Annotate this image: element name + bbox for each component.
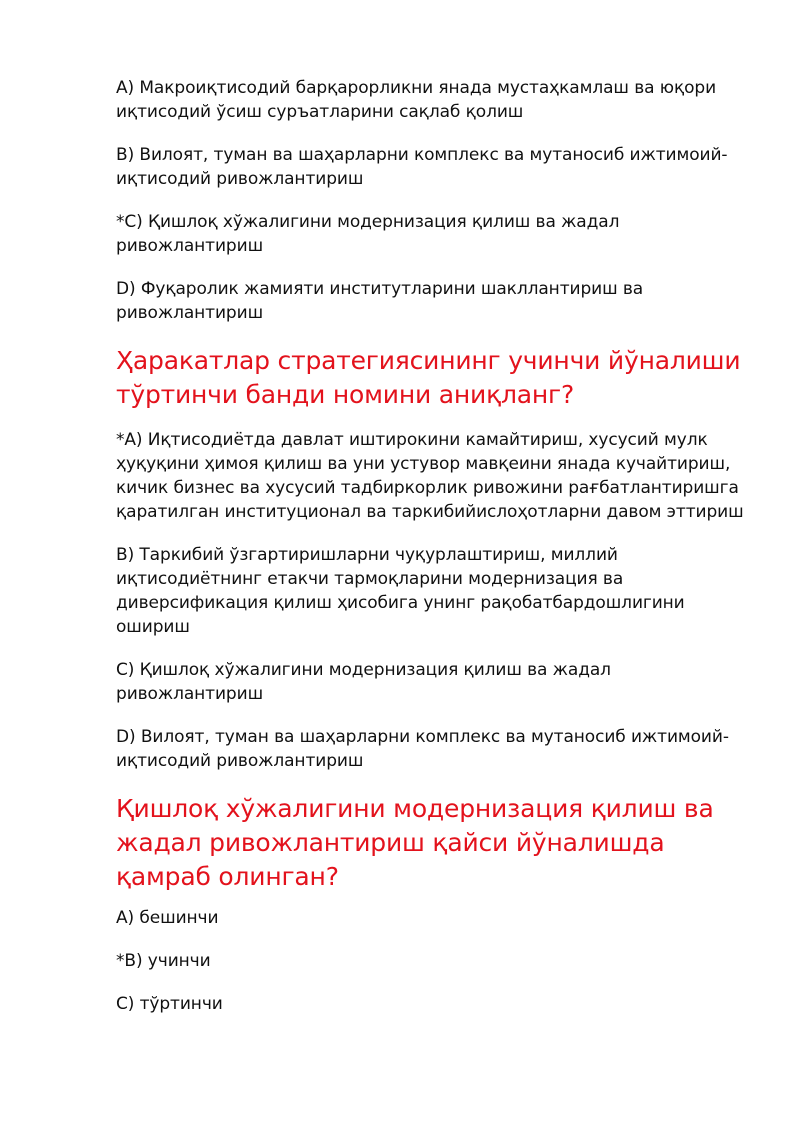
document-page [116, 76, 756, 1035]
answer-option-d: D) Фуқаролик жамияти институтларини шакллантириш ва ривожлантириш [116, 279, 644, 323]
answer-option-c: C) тўртинчи [116, 994, 223, 1014]
answer-option-c-correct: *C) Қишлоқ хўжалигини модернизация қилиш ва жадал ривожлантириш [116, 212, 620, 256]
answer-option-d: D) Вилоят, туман ва шаҳарларни комплекс ва мутаносиб ижтимоий-иқтисодий ривожлантириш [116, 727, 729, 771]
answer-option-b-correct: *B) учинчи [116, 951, 211, 971]
answer-option-a: A) Макроиқтисодий барқарорликни янада мустаҳкамлаш ва юқори иқтисодий ўсиш суръатларини сақлаб қолиш [116, 78, 717, 122]
answer-option-a-correct: *A) Иқтисодиётда давлат иштирокини камайтириш, хусусий мулк ҳуқуқини ҳимоя қилиш ва уни устувор мавқеини янада кучайтириш, кичик бизнес ва хусусий тадбиркорлик ривожини рағбатлантиришга қаратилган институционал ва таркибийислоҳотларни давом эттириш [116, 430, 744, 522]
question-heading-2: Қишлоқ хўжалигини модернизация қилиш ва жадал ривожлантириш қайси йўналишда қамраб олинган? [116, 794, 714, 891]
question-heading-1: Ҳаракатлар стратегиясининг учинчи йўналиши тўртинчи банди номини аниқланг? [116, 346, 741, 409]
answer-option-a: A) бешинчи [116, 908, 219, 928]
answer-option-c: C) Қишлоқ хўжалигини модернизация қилиш ва жадал ривожлантириш [116, 660, 611, 704]
answer-option-b: B) Таркибий ўзгартиришларни чуқурлаштириш, миллий иқтисодиётнинг етакчи тармоқларини модернизация ва диверсификация қилиш ҳисобига унинг рақобатбардошлигини ошириш [116, 545, 685, 637]
answer-option-b: B) Вилоят, туман ва шаҳарларни комплекс ва мутаносиб ижтимоий-иқтисодий ривожлантириш [116, 145, 728, 189]
